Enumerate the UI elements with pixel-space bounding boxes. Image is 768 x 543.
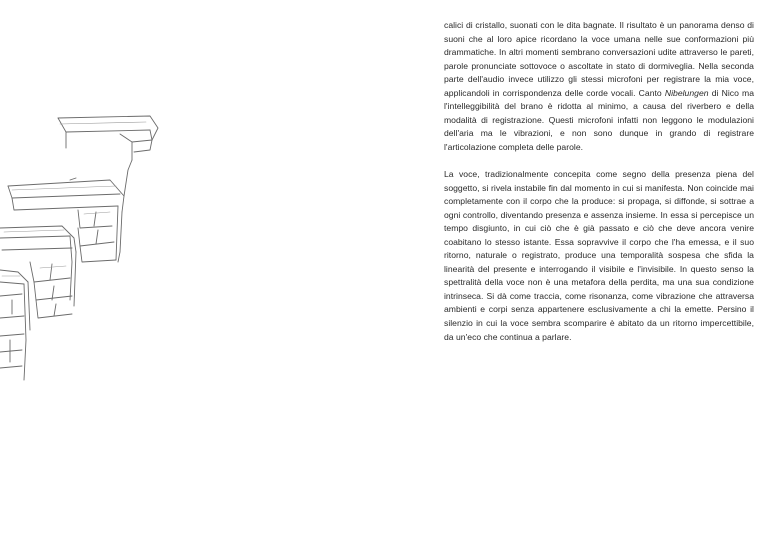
right-page (384, 0, 768, 543)
body-paragraph (444, 168, 754, 344)
paragraph-text: calici di cristallo, suonati con le dita bagnate. Il risultato è un panorama denso di suoni che al loro apice ricordano la voce umana nelle sue conformazioni più drammatiche. In altri momenti sembrano conversazioni udite attraverso le pareti, parole pronunciate sottovoce o ascoltate in stato di dormiveglia. Nella seconda parte dell'audio invece utilizzo gli stessi microfoni per registrare la mia voce, applicandoli in corrispondenza delle corde vocali. Canto (444, 20, 754, 98)
body-paragraph (444, 19, 754, 154)
paragraph-text: La voce, tradizionalmente concepita come segno della presenza piena del soggetto, si rivela instabile fin dal momento in cui si manifesta. Non coincide mai completamente con il corpo che la produce: si propaga, si diffonde, si sottrae a ogni controllo, diventando presenza e assenza insieme. In essa si percepisce un tempo disgiunto, in cui ciò che è già passato e ciò che deve ancora venire coabitano lo stesso istante. Essa sopravvive il corpo che l'ha emessa, e il suo ritorno, naturale o registrato, produce una temporalità sospesa che sfida la linearità del presente e interrogando il visibile e l'invisibile. In questo senso la spettralità della voce non è una metafora della perdita, ma una sua condizione intrinseca. Si dà come traccia, come risonanza, come vibrazione che attraversa ambienti e corpi senza appartenere esclusivamente a chi la emette. Persino il silenzio in cui la voce sembra scomparire è abitato da un ritorno impercettibile, da un'eco che continua a parlare. (444, 168, 754, 342)
song-title-emphasis: Nibelungen (664, 87, 709, 98)
staircase-sketch-illustration (0, 0, 200, 420)
paragraph-text: di Nico ma l'intelleggibilità del brano è ridotta al minimo, a causa del riverbero e della modalità di registrazione. Questi microfoni infatti non leggono le modulazioni dell'aria ma le vibrazioni, e non sono dunque in grando di registrare l'articolazione completa delle parole. (444, 87, 755, 152)
body-text-column (444, 19, 754, 344)
